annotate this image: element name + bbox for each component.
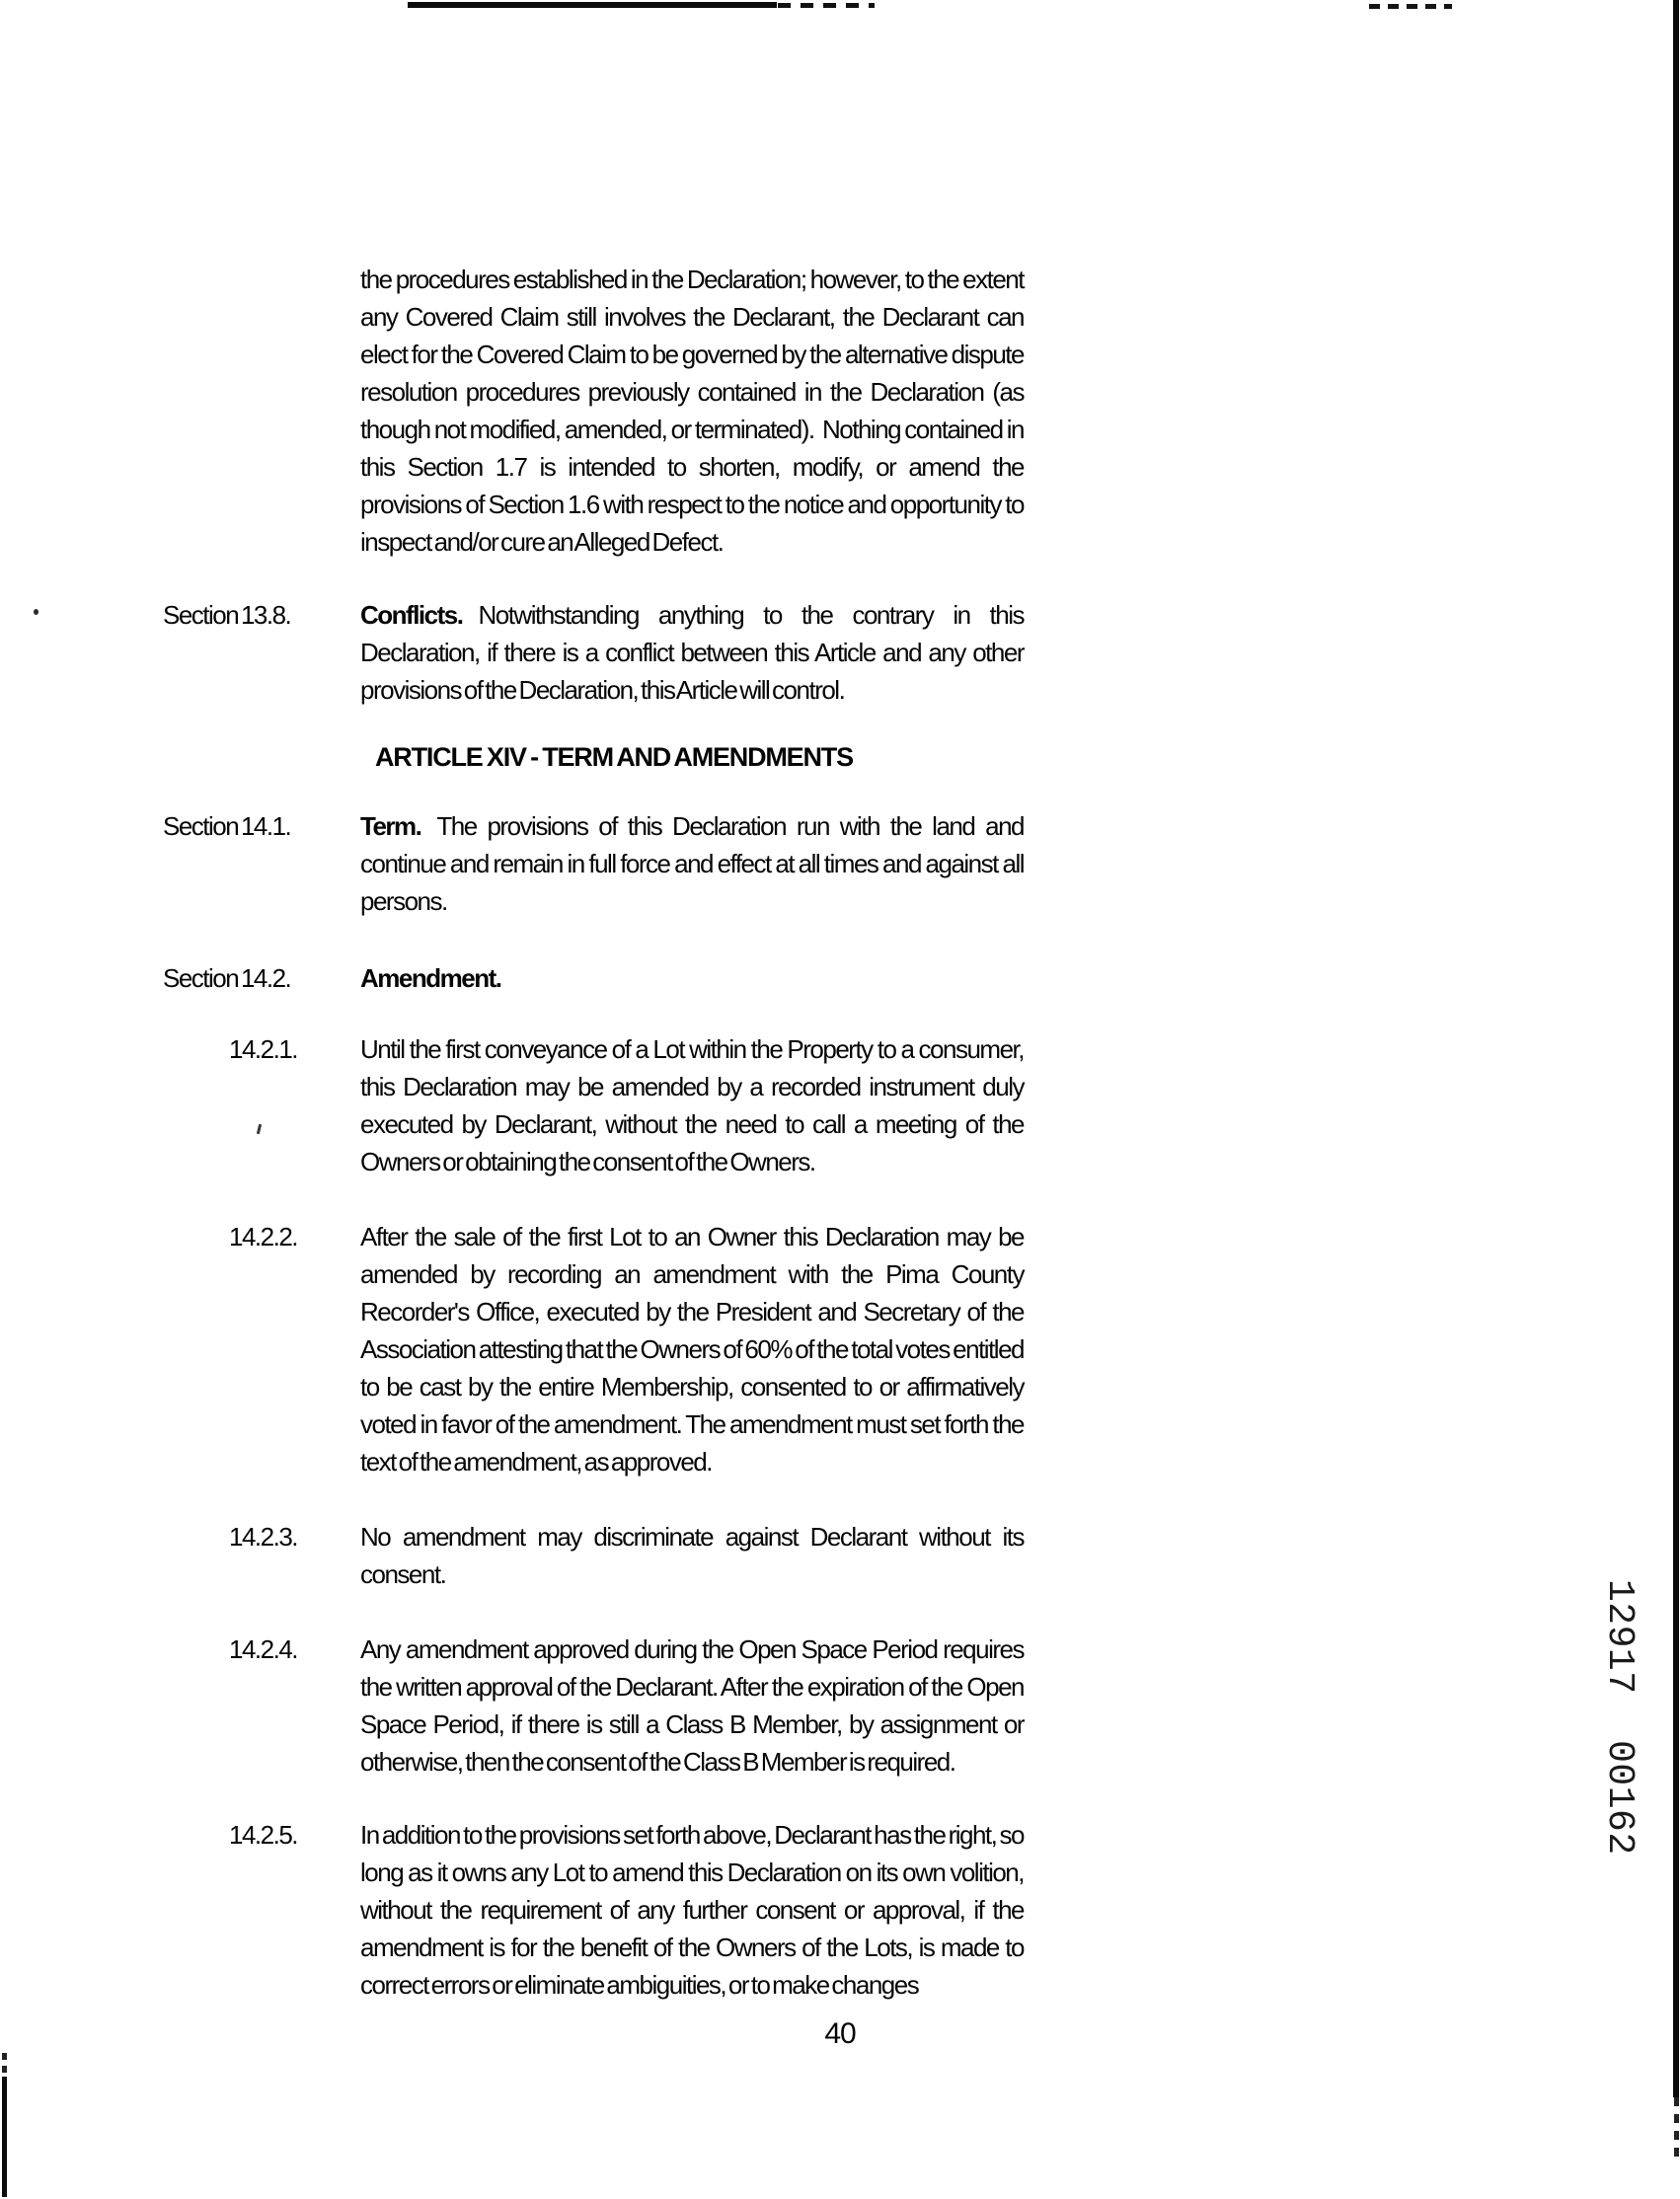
section-text: The provisions of this Declaration run with the land and continue and remain in full force and effect at all times and against all persons. xyxy=(360,811,1024,916)
section-row-13-8 xyxy=(163,596,1024,709)
section-body xyxy=(360,959,1024,997)
top-edge-line xyxy=(408,2,777,8)
section-title: Term. xyxy=(360,811,421,841)
left-edge-dashes xyxy=(2,2053,7,2079)
subsection-row-14-2-5 xyxy=(229,1816,1024,2004)
top-edge-dashes xyxy=(778,3,875,8)
right-edge-line-tail xyxy=(1674,2097,1679,2162)
subsection-body: Any amendment approved during the Open Space Period requires the written approval of the Declarant. After the expiration of the Open Space Period, if there is still a Class B Member, by assignment or otherwise, then the consent of the Class B Member is required. xyxy=(360,1634,1024,1777)
subsection-body: After the sale of the first Lot to an Owner this Declaration may be amended by recording an amendment with the Pima County Recorder's Office, executed by the President and Secretary of the Association attesting that the Owners of 60% of the total votes entitled to be cast by the entire Membership, consented to or affirmatively voted in favor of the amendment. The amendment must set forth the text of the amendment, as approved. xyxy=(360,1222,1024,1477)
intro-continuation-paragraph: the procedures established in the Declaration; however, to the extent any Covered Claim still involves the Declarant, the Declarant can elect for the Covered Claim to be governed by the alternative dispute resolution procedures previously contained in the Declaration (as though not modified, amended, or terminated). Nothing contained in this Section 1.7 is intended to shorten, modify, or amend the provisions of Section 1.6 with respect to the notice and opportunity to inspect and/or cure an Alleged Defect. xyxy=(360,265,1024,557)
subsection-row-14-2-3 xyxy=(229,1518,1024,1593)
subsection-body: In addition to the provisions set forth above, Declarant has the right, so long as it owns any Lot to amend this Declaration on its own volition, without the requirement of any further consent or approval, if the amendment is for the benefit of the Owners of the Lots, is made to correct errors or eliminate ambiguities, or to make changes xyxy=(360,1820,1024,2000)
subsection-body: Until the first conveyance of a Lot within the Property to a consumer, this Declaration may be amended by a recorded instrument duly executed by Declarant, without the need to call a meeting of the Owners or obtaining the consent of the Owners. xyxy=(360,1034,1024,1176)
subsection-label: 14.2.2. xyxy=(229,1222,298,1251)
section-row-14-2 xyxy=(163,959,1024,997)
section-body xyxy=(360,807,1024,920)
section-title: Amendment. xyxy=(360,963,501,993)
article-heading: ARTICLE XIV - TERM AND AMENDMENTS xyxy=(375,742,853,772)
section-text: Notwithstanding anything to the contrary in this Declaration, if there is a conflict between this Article and any other provisions of the Declaration, this Article will control. xyxy=(360,600,1024,705)
left-edge-line xyxy=(2,2077,7,2197)
page-number: 40 xyxy=(824,2017,856,2050)
top-right-edge-dashes xyxy=(1369,4,1452,9)
subsection-row-14-2-4 xyxy=(229,1630,1024,1781)
section-label: Section 14.2. xyxy=(163,963,291,993)
subsection-body: No amendment may discriminate against Declarant without its consent. xyxy=(360,1522,1024,1589)
section-title: Conflicts. xyxy=(360,600,463,630)
right-edge-line xyxy=(1673,0,1679,2097)
subsection-row-14-2-2 xyxy=(229,1218,1024,1480)
section-row-14-1 xyxy=(163,807,1024,920)
subsection-label: 14.2.5. xyxy=(229,1820,298,1850)
subsection-label: 14.2.3. xyxy=(229,1522,298,1552)
subsection-label: 14.2.4. xyxy=(229,1634,298,1664)
scan-speck xyxy=(34,609,38,615)
subsection-label: 14.2.1. xyxy=(229,1034,298,1064)
recorder-stamp-vertical: 12917 00162 xyxy=(1598,1579,1641,1856)
subsection-row-14-2-1 xyxy=(229,1030,1024,1180)
section-label: Section 14.1. xyxy=(163,811,291,841)
section-body xyxy=(360,596,1024,709)
section-label: Section 13.8. xyxy=(163,600,291,630)
